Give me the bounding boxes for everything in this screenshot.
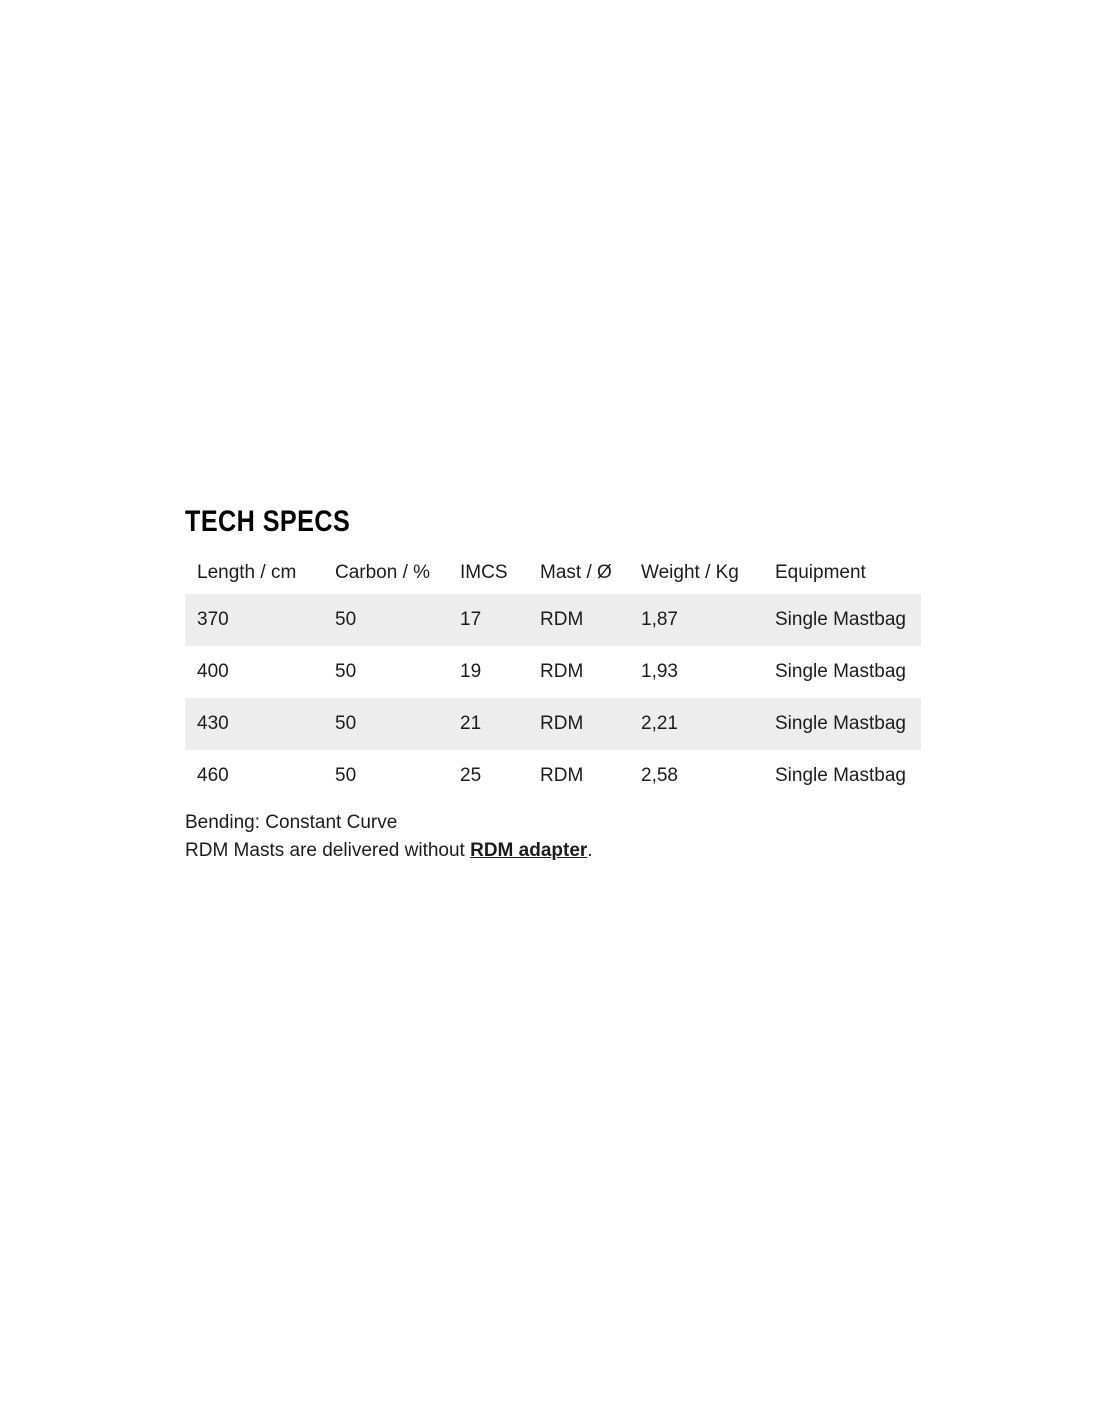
column-header-mast: Mast / Ø <box>540 561 612 583</box>
equipment-cell: Single Mastbag <box>775 713 906 734</box>
spec-row-370 <box>185 594 921 646</box>
tech-specs-section <box>185 506 921 865</box>
equipment-cell: Single Mastbag <box>775 661 906 682</box>
specs-header-row <box>185 551 921 594</box>
carbon-cell: 50 <box>335 713 357 734</box>
column-header-carbon: Carbon / % <box>335 561 431 583</box>
rdm-note-prefix: RDM Masts are delivered without <box>185 840 471 861</box>
imcs-cell: 19 <box>460 661 482 682</box>
rdm-adapter-link[interactable]: RDM adapter <box>470 840 588 861</box>
mast-cell: RDM <box>540 609 584 630</box>
imcs-cell: 25 <box>460 765 482 786</box>
carbon-cell: 50 <box>335 661 357 682</box>
carbon-cell: 50 <box>335 765 357 786</box>
length-cell: 370 <box>197 609 229 630</box>
weight-cell: 2,21 <box>641 713 678 734</box>
column-header-equipment: Equipment <box>775 561 866 583</box>
spec-row-430 <box>185 698 921 750</box>
equipment-cell: Single Mastbag <box>775 765 906 786</box>
mast-cell: RDM <box>540 661 584 682</box>
specs-table <box>185 551 921 802</box>
spec-row-400 <box>185 646 921 698</box>
mast-cell: RDM <box>540 713 584 734</box>
notes-block <box>185 809 921 865</box>
weight-cell: 2,58 <box>641 765 678 786</box>
rdm-note <box>185 837 921 865</box>
weight-cell: 1,87 <box>641 609 678 630</box>
column-header-length: Length / cm <box>197 561 297 583</box>
column-header-imcs: IMCS <box>460 561 508 583</box>
imcs-cell: 21 <box>460 713 482 734</box>
length-cell: 430 <box>197 713 229 734</box>
length-cell: 460 <box>197 765 229 786</box>
spec-row-460 <box>185 750 921 802</box>
bending-note: Bending: Constant Curve <box>185 812 398 833</box>
rdm-note-suffix: . <box>587 840 593 861</box>
column-header-weight: Weight / Kg <box>641 561 739 583</box>
mast-cell: RDM <box>540 765 584 786</box>
tech-specs-title-text: TECH SPECS <box>185 505 351 538</box>
carbon-cell: 50 <box>335 609 357 630</box>
weight-cell: 1,93 <box>641 661 678 682</box>
imcs-cell: 17 <box>460 609 482 630</box>
equipment-cell: Single Mastbag <box>775 609 906 630</box>
tech-specs-title <box>185 506 921 538</box>
length-cell: 400 <box>197 661 229 682</box>
